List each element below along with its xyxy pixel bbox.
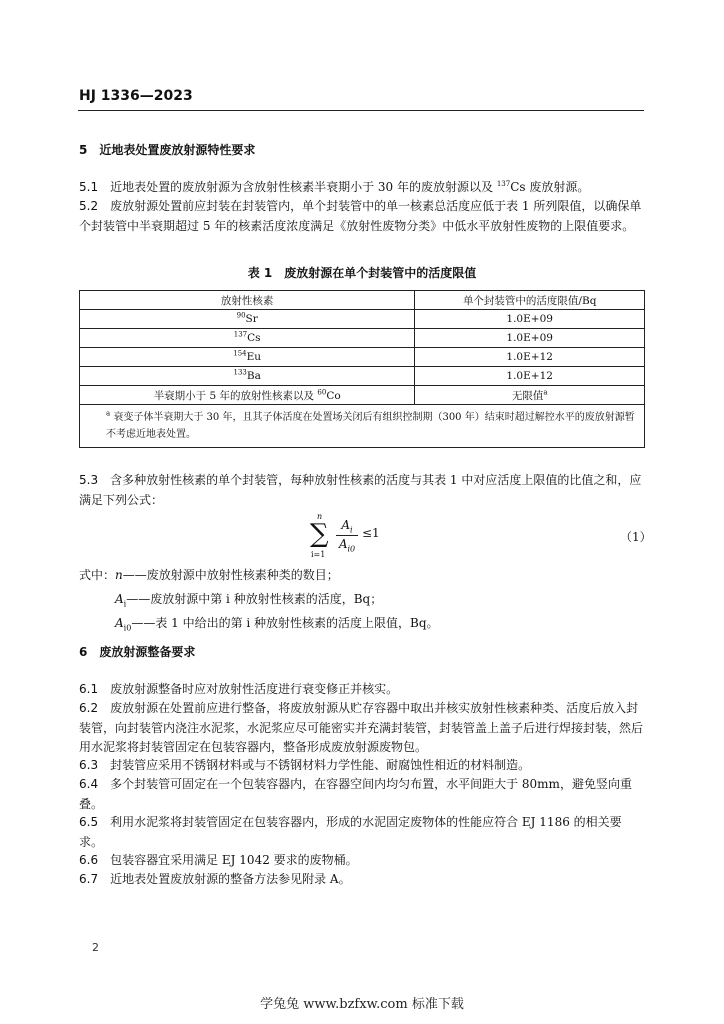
clause-6-4: 6.4 多个封装管可固定在一个包装容器内，在容器空间内均匀布置，水平间距大于 80mm，避免竖向重叠。 <box>79 777 632 811</box>
table-row <box>80 348 645 367</box>
table-title: 表 1 废放射源在单个封装管中的活度限值 <box>247 266 477 280</box>
table-row <box>80 310 645 329</box>
footnote-mark: a <box>106 409 111 418</box>
limit-cell: 1.0E+09 <box>415 329 645 348</box>
page-number: 2 <box>92 941 99 954</box>
clause-5-1 <box>79 178 645 198</box>
clause-text: 废放射源处置前应封装在封装管内，单个封装管中的单一核素总活度应低于表 1 所列限值，以确保单个封装管中半衰期超过 5 年的核素活度浓度满足《放射性废物分类》中低水平放射性废物的上限值要求。 <box>79 199 642 233</box>
legend-line: $A_i——$废放射源中第 i 种放射性核素的活度，Bq； <box>115 591 383 609</box>
nuclide-cell: $^{137}$Cs <box>80 329 415 348</box>
sum-formula <box>310 514 430 560</box>
table-header-row <box>80 291 645 310</box>
column-header-limit: 单个封装管中的活度限值/Bq <box>415 291 645 310</box>
fraction-numerator: $A_i$ <box>341 518 353 535</box>
header-rule <box>78 110 644 111</box>
clause-5-2 <box>79 197 645 236</box>
clause-text: 近地表处置的废放射源为含放射性核素半衰期小于 30 年的废放射源以及 <box>110 180 497 194</box>
section-5-heading: 5 近地表处置废放射源特性要求 <box>79 143 256 157</box>
column-header-nuclide: 放射性核素 <box>80 291 415 310</box>
table-row <box>80 367 645 386</box>
nuclide-cell: $^{133}$Ba <box>80 367 415 386</box>
legend-line: 式中：n——废放射源中放射性核素种类的数目； <box>79 568 339 582</box>
table-row <box>80 386 645 405</box>
nuclide-cell: 半衰期小于 5 年的放射性核素以及 $^{60}$Co <box>80 386 415 405</box>
clause-number: 5.3 <box>79 473 99 487</box>
footnote-text: 衰变子体半衰期大于 30 年，且其子体活度在处置场关闭后有组织控制期（300 年）结束时超过解控水平的废放射源暂不考虑近地表处置。 <box>106 412 635 440</box>
nuclide-cell: $^{90}$Sr <box>80 310 415 329</box>
limit-cell: 1.0E+09 <box>415 310 645 329</box>
isotope-mass-number: 137 <box>496 180 511 188</box>
limit-cell: 1.0E+12 <box>415 348 645 367</box>
clause-6-1: 6.1 废放射源整备时应对放射性活度进行衰变修正并核实。 <box>79 682 399 696</box>
document-code: HJ 1336—2023 <box>79 88 193 104</box>
clause-6-5: 6.5 利用水泥浆将封装管固定在包装容器内，形成的水泥固定废物体的性能应符合 EJ 1186 的相关要求。 <box>79 815 622 849</box>
formula-legend <box>79 566 439 638</box>
clause-5-3 <box>79 471 645 510</box>
sum-upper-limit: n <box>317 512 323 521</box>
limit-cell: 无限值$^a$ <box>415 386 645 405</box>
site-footer: 学兔兔 www.bzfxw.com 标准下载 <box>260 997 464 1012</box>
clause-6-3: 6.3 封装管应采用不锈钢材料或与不锈钢材料力学性能、耐腐蚀性相近的材料制造。 <box>79 758 531 772</box>
fraction-denominator: $A_{i0}$ <box>338 537 356 554</box>
nuclide-cell: $^{154}$Eu <box>80 348 415 367</box>
sum-lower-limit: i=1 <box>311 550 326 559</box>
summation-sign: ∑ <box>310 519 329 549</box>
clause-6-7: 6.7 近地表处置废放射源的整备方法参见附录 A。 <box>79 872 351 886</box>
activity-limit-table <box>79 290 645 448</box>
legend-line: $A_{i0}——$表 1 中给出的第 i 种放射性核素的活度上限值，Bq。 <box>115 615 439 633</box>
ratio-fraction <box>336 518 358 554</box>
table-footnote <box>80 405 645 448</box>
clause-number: 5.2 <box>79 199 99 213</box>
clause-text: Cs 废放射源。 <box>510 180 590 194</box>
table-footnote-row <box>80 405 645 448</box>
limit-cell: 1.0E+12 <box>415 367 645 386</box>
clause-6-6: 6.6 包装容器宜采用满足 EJ 1042 要求的废物桶。 <box>79 853 358 867</box>
formula-relation: ≤1 <box>362 526 380 540</box>
clause-6-2: 6.2 废放射源在处置前应进行整备，将废放射源从贮存容器中取出并核实放射性核素种类、活度后放入封装管，向封装管内浇注水泥浆，水泥浆应尽可能密实并充满封装管，封装管盖上盖子后进行焊接封装，然后用水泥浆将封装管固定在包装容器内，整备形成废放射源废物包。 <box>79 701 644 754</box>
equation-number: （1） <box>620 530 652 544</box>
clause-text: 含多种放射性核素的单个封装管，每种放射性核素的活度与其表 1 中对应活度上限值的比值之和，应满足下列公式： <box>79 473 642 507</box>
table-row <box>80 329 645 348</box>
section-6-heading: 6 废放射源整备要求 <box>79 645 196 659</box>
clause-number: 5.1 <box>79 180 99 194</box>
